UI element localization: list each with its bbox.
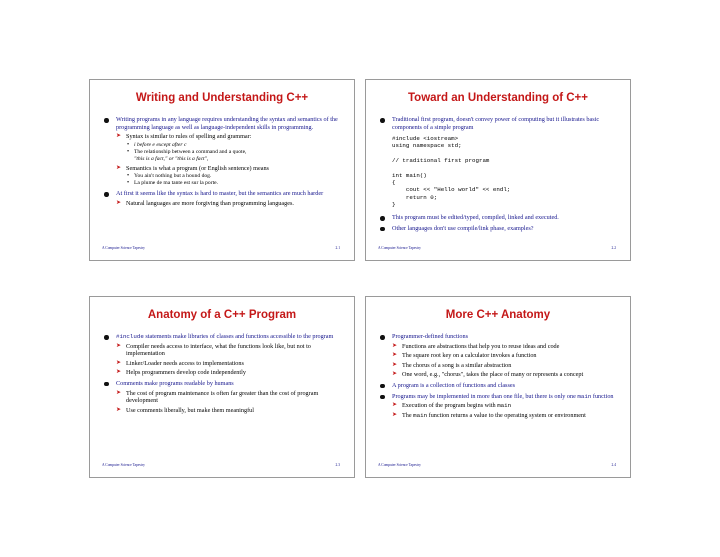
sub-bullet-text: Linker/Loader needs access to implementations: [126, 359, 244, 367]
sub-sub-bullet-text: La plume de ma tante est sur la porte.: [134, 180, 219, 187]
slide-writing-and-understanding: [89, 79, 355, 261]
sub-bullet-text: Natural languages are more forgiving than programming languages.: [126, 199, 294, 207]
bullet-text: Traditional first program, doesn't convey power of computing but it illustrates basic components of a simple program: [392, 116, 600, 131]
slide-anatomy: [89, 296, 355, 478]
bullet-text: At first it seems like the syntax is hard to master, but the semantics are much harder: [116, 190, 324, 198]
bullet-dot-icon: [380, 118, 385, 123]
sub-bullet-text: The chorus of a song is a similar abstraction: [402, 361, 512, 369]
bullet-dot-icon: [380, 216, 385, 221]
arrow-bullet-icon: ➤: [116, 389, 122, 396]
footer-source: A Computer Science Tapestry: [378, 463, 421, 467]
slide-number: 2.1: [335, 246, 340, 250]
bullet-dot-icon: [104, 192, 109, 197]
sub-bullet-text: One word, e.g., "chorus", takes the place of many or represents a concept: [402, 371, 584, 379]
inline-code: main: [413, 411, 428, 419]
sub-bullet: [116, 165, 344, 188]
sub-bullet-text: Semantics is what a program (or English sentence) means: [126, 164, 269, 172]
bullet-text: [116, 333, 333, 340]
bullet-text-part: Programs may be implemented in more than one file, but there is only one: [392, 392, 578, 400]
slide-content: [380, 333, 620, 422]
arrow-bullet-icon: ➤: [116, 369, 122, 376]
slide-content: [104, 333, 344, 417]
slide-title: More C++ Anatomy: [445, 309, 551, 321]
arrow-bullet-icon: ➤: [392, 352, 398, 359]
sub-bullet-text: Syntax is similar to rules of spelling and grammar:: [126, 133, 252, 141]
slide-more-anatomy: [365, 296, 631, 478]
bullet: [380, 225, 620, 233]
bullet-text: Writing programs in any language requires understanding the syntax and semantics of the programming language as well as language-independent skills in programming.: [116, 116, 338, 131]
slide-number: 2.2: [611, 246, 616, 250]
sub-bullet-text: Helps programmers develop code independently: [126, 369, 246, 377]
inline-code: #include: [116, 333, 144, 340]
dot-bullet-icon: •: [127, 173, 130, 180]
sub-bullet-text: Functions are abstractions that help you to reuse ideas and code: [402, 342, 560, 350]
bullet: [104, 380, 344, 414]
slide-title: Anatomy of a C++ Program: [147, 309, 297, 321]
bullet: [380, 393, 620, 420]
sub-sub-bullet-text: The relationship between a command and a quote,: [134, 148, 247, 155]
bullet: [104, 333, 344, 377]
sub-bullet-text: The cost of program maintenance is often far greater than the cost of program development: [126, 389, 319, 405]
bullet-text: This program must be edited/typed, compiled, linked and executed.: [392, 214, 559, 222]
arrow-bullet-icon: ➤: [116, 342, 122, 349]
bullet-dot-icon: [380, 335, 385, 340]
sub-sub-bullet: [126, 149, 344, 156]
bullet-text: Other languages don't use compile/link phase, examples?: [392, 224, 534, 232]
inline-code: main: [577, 392, 592, 400]
sub-bullet: [392, 371, 620, 379]
sub-bullet: [116, 390, 344, 405]
arrow-bullet-icon: ➤: [392, 361, 398, 368]
sub-bullet-text: Execution of the program begins with: [402, 402, 498, 410]
bullet: [380, 116, 620, 208]
bullet-dot-icon: [104, 382, 109, 387]
arrow-bullet-icon: ➤: [116, 133, 122, 140]
slide-toward-understanding: [365, 79, 631, 261]
slide-content: [104, 116, 344, 211]
sub-bullet: [392, 402, 620, 410]
footer-source: A Computer Science Tapestry: [102, 246, 145, 250]
arrow-bullet-icon: ➤: [392, 411, 398, 418]
slide-footer: [378, 246, 616, 252]
bullet-text: Comments make programs readable by humans: [116, 379, 234, 387]
sub-bullet: [392, 412, 620, 420]
inline-code: main: [497, 402, 512, 410]
sub-sub-bullet: [126, 173, 344, 180]
arrow-bullet-icon: ➤: [116, 359, 122, 366]
sub-sub-bullet: [126, 142, 344, 149]
code-block: #include <iostream> using namespace std; // traditional first program int main() { cout << "Hello world" << endl; return 0; }: [392, 135, 511, 208]
slide-content: [380, 116, 620, 235]
bullet: [104, 116, 344, 187]
arrow-bullet-icon: ➤: [392, 342, 398, 349]
slide-number: 2.3: [335, 463, 340, 467]
sub-sub-bullet-text: i before e except after c: [134, 141, 187, 148]
quote-text: "this is a fact," or "this is a fact",: [134, 155, 209, 162]
bullet-text: Programmer-defined functions: [392, 333, 468, 340]
sub-bullet: [116, 133, 344, 163]
sub-sub-bullet: [126, 180, 344, 187]
bullet-text: [392, 393, 614, 400]
sub-bullet: [116, 360, 344, 368]
slide-title: Toward an Understanding of C++: [408, 92, 588, 104]
bullet: [380, 382, 620, 390]
bullet: [104, 190, 344, 207]
dot-bullet-icon: •: [127, 141, 130, 148]
arrow-bullet-icon: ➤: [116, 406, 122, 413]
slide-title: Writing and Understanding C++: [135, 92, 309, 104]
slide-footer: [102, 246, 340, 252]
bullet-text-part: function: [591, 392, 614, 400]
bullet-dot-icon: [104, 335, 109, 340]
sub-bullet-text: Use comments liberally, but make them meaningful: [126, 406, 254, 414]
dot-bullet-icon: •: [127, 180, 130, 187]
slide-footer: [102, 463, 340, 469]
bullet-dot-icon: [380, 227, 385, 232]
footer-source: A Computer Science Tapestry: [102, 463, 145, 467]
sub-bullet-text: Compiler needs access to interface, what the functions look like, but not to implementation: [126, 342, 311, 358]
sub-bullet-text: The square root key on a calculator invokes a function: [402, 352, 537, 360]
sub-bullet: [116, 200, 344, 208]
bullet-dot-icon: [380, 395, 385, 400]
sub-bullet: [392, 362, 620, 370]
sub-bullet-text: function returns a value to the operating system or environment: [427, 411, 586, 419]
bullet-dot-icon: [104, 118, 109, 123]
slide-footer: [378, 463, 616, 469]
sub-bullet: [116, 369, 344, 377]
sub-sub-bullet-text: You ain't nothing but a hound dog.: [134, 173, 212, 180]
arrow-bullet-icon: ➤: [392, 371, 398, 378]
bullet-text: A program is a collection of functions and classes: [392, 381, 516, 389]
sub-bullet: [392, 343, 620, 351]
sub-bullet: [116, 407, 344, 415]
sub-bullet: [392, 352, 620, 360]
footer-source: A Computer Science Tapestry: [378, 246, 421, 250]
arrow-bullet-icon: ➤: [392, 402, 398, 409]
sub-bullet-text: The: [402, 411, 414, 419]
bullet: [380, 333, 620, 379]
arrow-bullet-icon: ➤: [116, 164, 122, 171]
sub-bullet: [116, 343, 344, 358]
slide-number: 2.4: [611, 463, 616, 467]
arrow-bullet-icon: ➤: [116, 199, 122, 206]
bullet: [380, 214, 620, 222]
bullet-text-rest: statements make libraries of classes and functions accessible to the program: [143, 333, 334, 340]
bullet-dot-icon: [380, 384, 385, 389]
dot-bullet-icon: •: [127, 148, 130, 155]
